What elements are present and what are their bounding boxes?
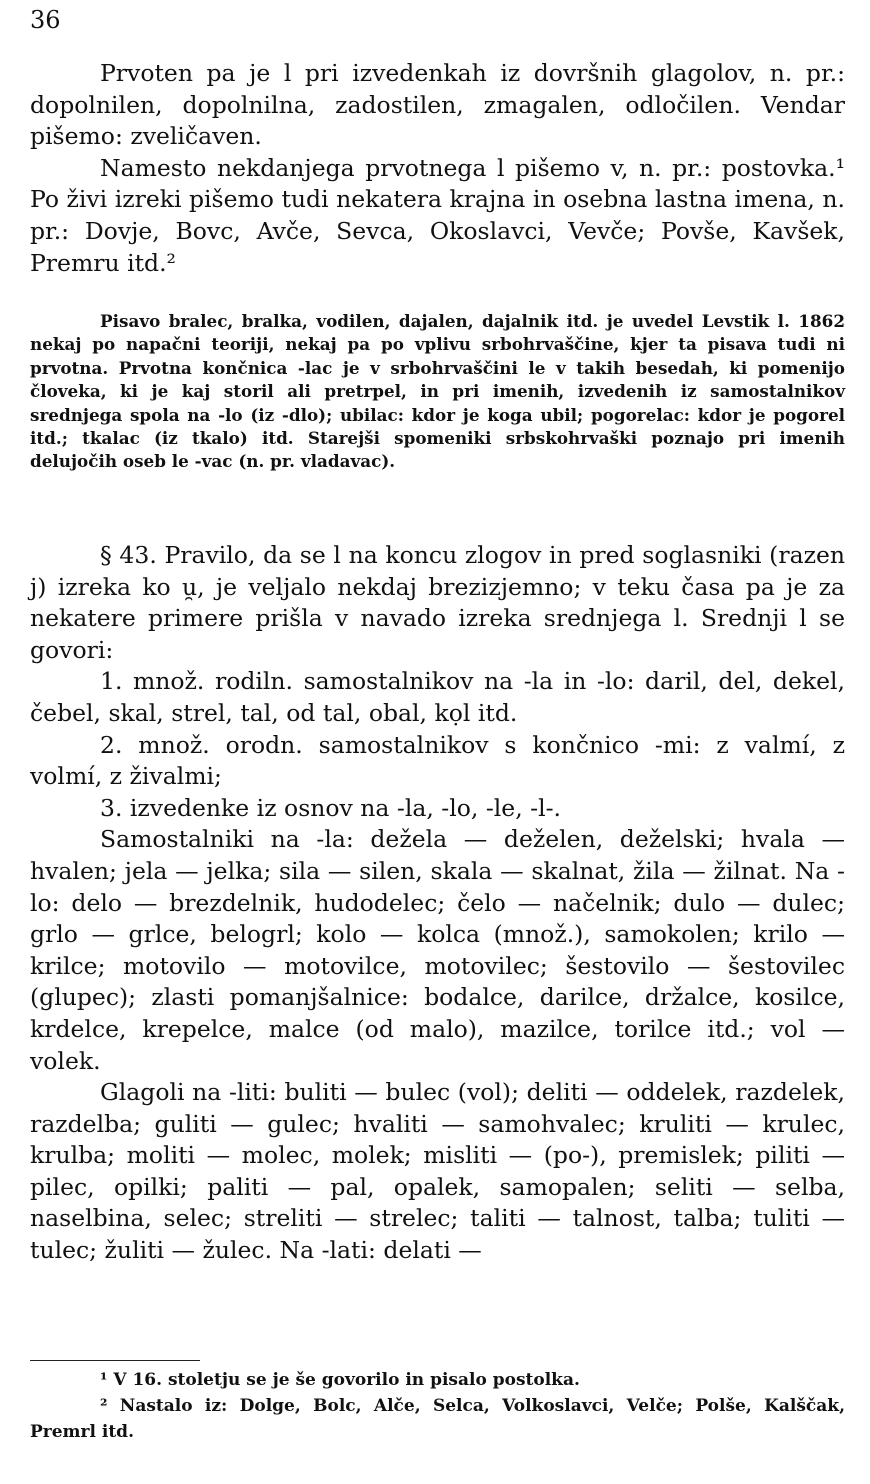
footnote-2: ² Nastalo iz: Dolge, Bolc, Alče, Selca, Volkoslavci, Velče; Polše, Kalščak, Premrl itd. — [30, 1396, 845, 1442]
paragraph-samostalniki: Samostalniki na -la: dežela — deželen, deželski; hvala — hvalen; jela — jelka; sila — silen, skala — skalnat, žila — žilnat. Na -lo: delo — brezdelnik, hudodelec; čelo — načelnik; dulo — dulec; grlo — grlce, belogrl; kolo — kolca (množ.), samokolen; krilo — krilce; motovilo — motovilce, motovilec; šestovilo — šestovilec (glupec); zlasti pomanjšalnice: bodalce, darilce, držalce, kosilce, krdelce, krepelce, malce (od malo), mazilce, torilce itd.; vol — volek. — [30, 825, 845, 1075]
footnote-1: ¹ V 16. stoletju se je še govorilo in pisalo postolka. — [100, 1370, 580, 1390]
list-item-1: 1. množ. rodiln. samostalnikov na -la in -lo: daril, del, dekel, čebel, skal, strel, tal, od tal, obal, kọl itd. — [30, 667, 845, 727]
paragraph-glagoli: Glagoli na -liti: buliti — bulec (vol); deliti — oddelek, razdelek, razdelba; guliti — gulec; hvaliti — samohvalec; kruliti — krulec, krulba; moliti — molec, molek; misliti — (po-), premislek; piliti — pilec, opilki; paliti — pal, opalek, samopalen; seliti — selba, naselbina, selec; streliti — strelec; taliti — talnost, talba; tuliti — tulec; žuliti — žulec. Na -lati: delati — — [30, 1078, 845, 1265]
footnotes — [30, 1367, 845, 1445]
main-text-bottom — [30, 540, 845, 1267]
main-text-top — [30, 58, 845, 279]
paragraph-prvoten: Prvoten pa je l pri izvedenkah iz dovršnih glagolov, n. pr.: dopolnilen, dopolnilna, zadostilen, zmagalen, odločilen. Vendar pišemo: zveličaven. — [30, 59, 845, 151]
section-43-paragraph: § 43. Pravilo, da se l na koncu zlogov in pred soglasniki (razen j) izreka ko u̯, je veljalo nekdaj brezizjemno; v teku časa pa je za nekatere primere prišla v navado izreka srednjega l. Srednji l se govori: — [30, 541, 845, 664]
list-item-2: 2. množ. orodn. samostalnikov s končnico -mi: z valmí, z volmí, z živalmi; — [30, 730, 845, 791]
list-item-3: 3. izvedenke iz osnov na -la, -lo, -le, -l-. — [100, 793, 562, 822]
page-number: 36 — [30, 6, 61, 34]
footnote-divider — [30, 1360, 200, 1361]
paragraph-namesto: Namesto nekdanjega prvotnega l pišemo v, n. pr.: postovka.¹ Po živi izreki pišemo tudi nekatera krajna in osebna lastna imena, n. pr.: Dovje, Bovc, Avče, Sevca, Okoslavci, Vevče; Povše, Kavšek, Premru itd.² — [30, 153, 845, 277]
note-pisavo: Pisavo bralec, bralka, vodilen, dajalen, dajalnik itd. je uvedel Levstik l. 1862 nekaj po napačni teoriji, nekaj pa po vplivu srbohrvaščine, kjer ta pisava tudi ni prvotna. Prvotna končnica -lac je v srbohrvaščini le v takih besedah, ki pomenijo človeka, ki je kaj storil ali pretrpel, in pri imenih, izvedenih iz samostalnikov srednjega spola na -lo (iz -dlo); ubilac: kdor je koga ubil; pogorelac: kdor je pogorel itd.; tkalac (iz tkalo) itd. Starejši spomeniki srbskohrvaški poznajo pri imenih delujočih oseb le -vac (n. pr. vladavac). — [30, 311, 845, 472]
small-print-note — [30, 310, 845, 474]
